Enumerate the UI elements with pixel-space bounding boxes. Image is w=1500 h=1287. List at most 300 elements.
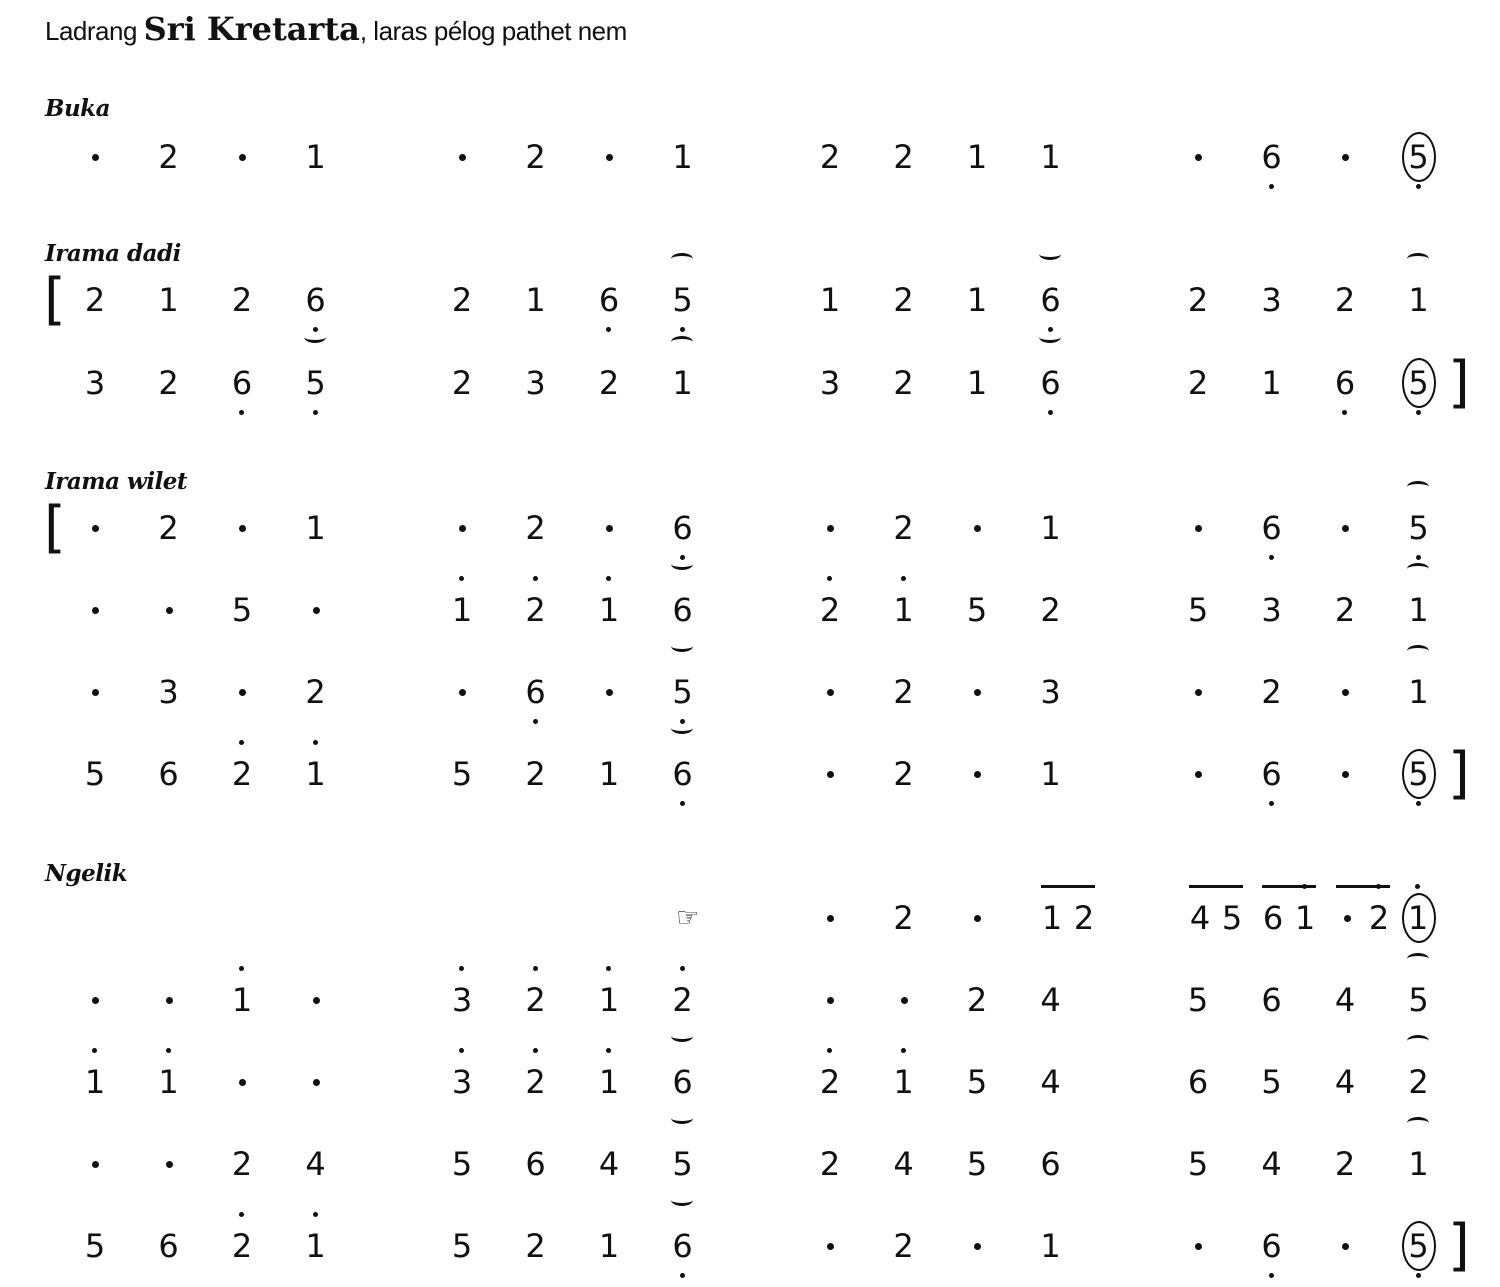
rest-dot [222,662,262,722]
note-digit: 2 [1334,1145,1356,1183]
note-digit: 1 [819,281,841,319]
note-digit: 2 [1261,673,1282,711]
note-digit: 2 [451,364,473,402]
section-buka: Buka [45,95,111,122]
section-irama-wilet: Irama wilet [45,468,188,495]
note [75,353,115,413]
note [442,1216,482,1276]
note [1252,270,1292,330]
note-digit: 6 [1187,1063,1209,1101]
note [663,1052,703,1112]
note [296,744,336,804]
rest-dot [589,662,629,722]
note-digit: 5 [1187,1145,1209,1183]
note [884,1134,924,1194]
note-digit: 6 [1261,1216,1281,1276]
note [884,270,924,330]
note-digit: 2 [1187,281,1209,319]
note [149,353,189,413]
note [1212,888,1252,948]
rest-dot [1325,127,1365,187]
note [663,970,703,1030]
note [1252,662,1292,722]
note [1031,744,1071,804]
note-digit: 1 [1408,888,1428,948]
note-digit: 6 [158,755,179,793]
note-digit: 2 [1334,281,1356,319]
rest-dot [149,1134,189,1194]
note [884,1052,924,1112]
rest-dot [75,127,115,187]
note-digit: 5 [966,1145,988,1183]
note [516,1216,556,1276]
note [663,127,703,187]
note-digit: 2 [451,281,473,319]
note [1252,580,1292,640]
rest-dot [222,127,262,187]
note [1031,970,1071,1030]
note [957,127,997,187]
note [957,353,997,413]
beat-overline [1041,885,1095,888]
note-digit: 2 [893,138,914,176]
repeat-open-bracket: [ [44,495,66,560]
note-digit: 5 [1408,353,1428,413]
note-digit: 1 [672,353,692,413]
note [589,744,629,804]
note [516,1134,556,1194]
note [957,970,997,1030]
note-digit: 2 [525,509,546,547]
pointing-hand-icon: ☞ [676,903,700,933]
note [663,580,703,640]
wilet-row [0,580,1500,640]
note-digit: 1 [1040,509,1061,547]
note-digit: 2 [672,970,692,1030]
rest-dot [149,580,189,640]
rest-dot [810,498,850,558]
note [442,744,482,804]
note-digit: 4 [893,1145,914,1183]
note [1285,888,1325,948]
note [149,1052,189,1112]
note [1031,662,1071,722]
note [1252,498,1292,558]
note-digit: 5 [966,1063,988,1101]
note [1031,580,1071,640]
note-digit: 2 [1040,591,1061,629]
note [589,353,629,413]
note-digit: 1 [672,138,693,176]
rest-dot [1178,498,1218,558]
note-digit: 1 [1408,580,1428,640]
note-digit: 3 [525,364,546,402]
note [1178,353,1218,413]
note [810,1052,850,1112]
note-digit: 1 [85,1052,105,1112]
note [1252,744,1292,804]
ngelik-lead-row [0,888,1500,948]
note [442,970,482,1030]
note [1325,1052,1365,1112]
note [589,270,629,330]
wilet-row [0,741,1500,806]
note [1031,127,1071,187]
note [1178,1052,1218,1112]
note-digit: 4 [598,1145,620,1183]
title-prefix: Ladrang [45,16,144,46]
note-digit: 4 [1189,899,1211,937]
note [957,270,997,330]
note-digit: 3 [158,673,179,711]
note-digit: 6 [1261,498,1281,558]
note [222,353,262,413]
note-digit: 3 [819,364,841,402]
buka-row [0,127,1500,187]
note [884,1216,924,1276]
rest-dot [149,970,189,1030]
rest-dot [1178,1216,1218,1276]
wilet-row [0,495,1500,560]
note-digit: 3 [1261,281,1282,319]
note-digit: 5 [672,662,692,722]
note [442,353,482,413]
note [1399,498,1439,558]
note [1178,580,1218,640]
note-digit: 1 [305,744,325,804]
note-digit: 2 [820,1052,840,1112]
note [1325,580,1365,640]
section-ngelik: Ngelik [45,860,128,887]
beat-overline [1262,885,1316,888]
note [222,744,262,804]
note [149,270,189,330]
note [589,1134,629,1194]
note-digit: 6 [599,270,619,330]
note [810,353,850,413]
note-digit: 3 [84,364,106,402]
note [516,744,556,804]
note [957,1052,997,1112]
note-digit: 6 [1335,353,1355,413]
note-digit: 5 [1408,127,1428,187]
note-digit: 5 [1187,591,1209,629]
note-digit: 6 [1262,899,1284,937]
note-digit: 5 [672,270,692,330]
section-irama-dadi: Irama dadi [45,240,181,267]
note [884,127,924,187]
note-digit: 2 [893,755,914,793]
ngelik-row [0,1213,1500,1278]
note [884,662,924,722]
note-digit: 2 [231,1145,253,1183]
note [1399,1216,1439,1276]
note-digit: 2 [1408,1052,1428,1112]
note-digit: 2 [158,138,179,176]
rest-dot [75,1134,115,1194]
note [810,1134,850,1194]
note [149,498,189,558]
note [222,970,262,1030]
note [296,662,336,722]
note-digit: 1 [452,580,472,640]
note-digit: 1 [1408,270,1428,330]
rest-dot [957,744,997,804]
note-digit: 6 [1261,744,1281,804]
note-digit: 1 [232,970,252,1030]
wilet-row [0,662,1500,722]
note [1325,970,1365,1030]
note [442,580,482,640]
note-digit: 2 [305,673,326,711]
title-suffix: , laras pélog pathet nem [359,16,627,46]
note-digit: 1 [158,281,179,319]
note-digit: 2 [525,755,546,793]
note-digit: 1 [599,1052,619,1112]
note [1398,888,1438,948]
rest-dot [222,498,262,558]
note [810,127,850,187]
note [1399,744,1439,804]
rest-dot [442,662,482,722]
note [1252,1052,1292,1112]
ngelik-row [0,1134,1500,1194]
note [149,1216,189,1276]
note [1399,1134,1439,1194]
note-digit: 3 [1040,673,1061,711]
note [1399,970,1439,1030]
rest-dot [589,127,629,187]
note-digit: 2 [893,281,914,319]
note-digit: 6 [1261,981,1282,1019]
note-digit: 5 [1261,1063,1282,1101]
note [149,744,189,804]
note-digit: 5 [305,353,325,413]
note-digit: 1 [893,580,913,640]
note [516,498,556,558]
note [516,270,556,330]
note [1178,270,1218,330]
note [1178,970,1218,1030]
note [663,744,703,804]
note-digit: 5 [1408,970,1428,1030]
note [810,270,850,330]
note-digit: 1 [1041,899,1063,937]
rest-dot [222,1052,262,1112]
note [442,270,482,330]
note-digit: 1 [966,364,988,402]
note [296,270,336,330]
rest-dot [442,127,482,187]
note-digit: 1 [599,970,619,1030]
note [516,1052,556,1112]
note-digit: 2 [820,580,840,640]
note-digit: 6 [672,580,692,640]
repeat-close-bracket: ] [1448,350,1470,415]
note-digit: 3 [1261,591,1282,629]
note [1252,127,1292,187]
note-digit: 2 [525,138,546,176]
note-digit: 5 [672,1134,692,1194]
note-digit: 6 [305,270,325,330]
note-digit: 1 [1408,662,1428,722]
note-digit: 2 [1073,899,1095,937]
note [222,1216,262,1276]
note-digit: 6 [1040,1145,1061,1183]
rest-dot [810,662,850,722]
note [75,270,115,330]
note [442,1052,482,1112]
rest-dot [1178,127,1218,187]
note [663,1216,703,1276]
note-digit: 2 [893,1227,914,1265]
note-digit: 1 [1295,888,1315,948]
note [296,498,336,558]
rest-dot [1325,744,1365,804]
note-digit: 2 [893,899,914,937]
rest-dot [442,498,482,558]
note-digit: 2 [525,1052,545,1112]
note-digit: 1 [598,755,620,793]
note-digit: 5 [1408,744,1428,804]
rest-dot [810,744,850,804]
note [663,662,703,722]
note [1031,353,1071,413]
note [1399,353,1439,413]
note-digit: 5 [966,591,988,629]
note-digit: 5 [1408,498,1428,558]
note-digit: 2 [1187,364,1209,402]
note [1325,353,1365,413]
rest-dot [75,580,115,640]
note [663,498,703,558]
note-digit: 1 [1040,138,1061,176]
note-digit: 6 [672,744,692,804]
repeat-close-bracket: ] [1448,741,1470,806]
note [1031,1134,1071,1194]
rest-dot [957,888,997,948]
rest-dot [1325,662,1365,722]
note-digit: 1 [305,138,326,176]
rest-dot [1178,744,1218,804]
note-digit: 2 [232,1216,252,1276]
note [1399,580,1439,640]
note-digit: 2 [598,364,620,402]
note-digit: 6 [158,1227,179,1265]
note-digit: 4 [1040,1063,1061,1101]
note-digit: 1 [305,509,326,547]
note-digit: 4 [1040,981,1061,1019]
note-digit: 4 [1334,1063,1356,1101]
note [1064,888,1104,948]
rest-dot [75,662,115,722]
note [296,353,336,413]
note [1031,1216,1071,1276]
note-digit: 1 [1408,1134,1428,1194]
note-digit: 2 [1369,888,1389,948]
note-digit: 5 [451,1145,473,1183]
repeat-open-bracket: [ [44,267,66,332]
note-digit: 1 [158,1052,178,1112]
note [296,1134,336,1194]
note [663,353,703,413]
rest-dot [1178,662,1218,722]
note-digit: 2 [966,981,988,1019]
note-digit: 1 [525,281,546,319]
note-digit: 1 [305,1216,325,1276]
beat-overline [1336,885,1390,888]
rest-dot [957,662,997,722]
note-digit: 5 [231,591,253,629]
note-digit: 2 [525,970,545,1030]
note [589,1052,629,1112]
note [589,970,629,1030]
rest-dot [589,498,629,558]
note [1252,970,1292,1030]
note [149,662,189,722]
note [663,1134,703,1194]
note-digit: 2 [893,673,914,711]
note [516,580,556,640]
note-digit: 1 [966,281,988,319]
note [589,580,629,640]
rest-dot [1325,498,1365,558]
note [884,744,924,804]
note [884,580,924,640]
beat-overline [1189,885,1243,888]
note [1178,1134,1218,1194]
note [222,270,262,330]
note-digit: 1 [1040,755,1061,793]
rest-dot [75,970,115,1030]
note-digit: 2 [893,364,914,402]
note-digit: 6 [525,1145,546,1183]
note [296,127,336,187]
rest-dot [810,970,850,1030]
note-digit: 5 [451,755,473,793]
note-digit: 1 [893,1052,913,1112]
note-digit: 2 [232,744,252,804]
note-digit: 2 [158,364,179,402]
rest-dot [75,498,115,558]
note [1325,1134,1365,1194]
note [1252,1134,1292,1194]
note [516,662,556,722]
note-digit: 2 [158,509,179,547]
note [149,127,189,187]
note-digit: 1 [966,138,988,176]
ngelik-row [0,1052,1500,1112]
note-digit: 6 [232,353,252,413]
note [957,580,997,640]
note-digit: 2 [525,580,545,640]
rest-dot [884,970,924,1030]
note [222,580,262,640]
note-digit: 5 [451,1227,473,1265]
note-digit: 2 [819,1145,841,1183]
note [1252,353,1292,413]
note [442,1134,482,1194]
note [1399,127,1439,187]
rest-dot [957,498,997,558]
note-digit: 1 [599,580,619,640]
note-digit: 4 [305,1145,326,1183]
note [75,1052,115,1112]
note-digit: 5 [1221,899,1243,937]
note [296,1216,336,1276]
note [1399,662,1439,722]
note [884,353,924,413]
